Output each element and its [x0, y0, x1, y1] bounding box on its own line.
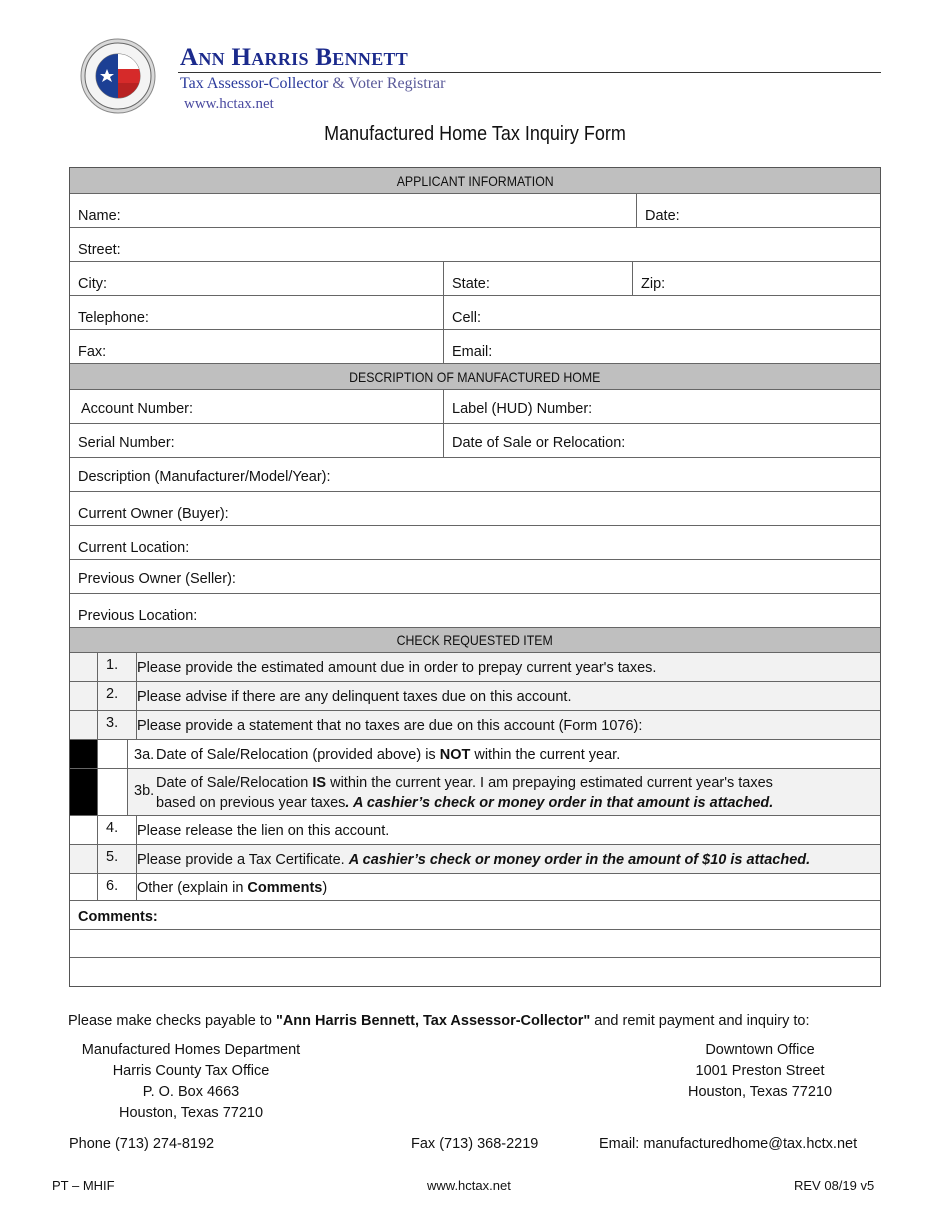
item-text: Please provide the estimated amount due in order to prepay current year's taxes. [137, 660, 657, 676]
item-number: 5. [98, 845, 137, 873]
fax-number: Fax (713) 368-2219 [411, 1136, 539, 1152]
header-rule [178, 72, 881, 73]
form-row-previous-owner [70, 560, 880, 594]
section-header-description: DESCRIPTION OF MANUFACTURED HOME [70, 364, 880, 390]
official-title-main: Tax Assessor-Collector [180, 75, 329, 92]
comments-line-2[interactable] [70, 958, 880, 986]
check-item-6 [70, 874, 880, 901]
email-address-link[interactable]: Email: manufacturedhome@tax.hctx.net [599, 1136, 858, 1152]
zip-field[interactable]: Zip: [641, 276, 666, 292]
section-header-applicant: APPLICANT INFORMATION [70, 168, 880, 194]
item-text: Please provide a statement that no taxes are due on this account (Form 1076): [137, 718, 643, 734]
form-row-previous-location [70, 594, 880, 628]
form-row-current-owner [70, 492, 880, 526]
date-of-sale-field[interactable]: Date of Sale or Relocation: [452, 434, 626, 451]
checkbox-item-6[interactable] [70, 874, 98, 900]
form-row-phone [70, 296, 880, 330]
blocked-cell [70, 769, 98, 815]
street-field[interactable]: Street: [78, 242, 121, 258]
form-row-current-location [70, 526, 880, 560]
phone-number: Phone (713) 274-8192 [69, 1136, 215, 1152]
previous-owner-field[interactable]: Previous Owner (Seller): [78, 570, 236, 587]
form-row-serial-date-of-sale [70, 424, 880, 458]
section-header-check: CHECK REQUESTED ITEM [70, 628, 880, 653]
current-location-field[interactable]: Current Location: [78, 540, 190, 556]
checkbox-item-4[interactable] [70, 816, 98, 844]
revision-label: REV 08/19 v5 [794, 1178, 875, 1193]
mailing-address: Manufactured Homes Department Harris County Tax Office P. O. Box 4663 Houston, Texas 77210 [81, 1042, 301, 1121]
form-row-account-label [70, 390, 880, 424]
office-address: Downtown Office 1001 Preston Street Houston, Texas 77210 [687, 1042, 833, 1100]
official-title [180, 75, 445, 93]
previous-location-field[interactable]: Previous Location: [78, 608, 198, 624]
item-number: 1. [98, 653, 137, 681]
checkbox-item-3a[interactable] [98, 740, 128, 768]
footer-website-link[interactable]: www.hctax.net [427, 1178, 511, 1193]
header-website-link[interactable]: www.hctax.net [184, 96, 274, 112]
checkbox-item-3[interactable] [70, 711, 98, 739]
form-row-description [70, 458, 880, 492]
item-number: 4. [98, 816, 137, 844]
item-text: Please release the lien on this account. [137, 823, 390, 839]
account-number-field[interactable]: Account Number: [70, 390, 444, 423]
form-code: PT – MHIF [52, 1178, 115, 1193]
check-item-5 [70, 845, 880, 874]
comments-label-row [70, 901, 880, 930]
inquiry-form [69, 167, 881, 987]
telephone-field[interactable]: Telephone: [70, 296, 444, 329]
form-row-name-date [70, 194, 880, 228]
checkbox-item-2[interactable] [70, 682, 98, 710]
page-title: Manufactured Home Tax Inquiry Form [324, 123, 626, 145]
check-item-3a [70, 740, 880, 769]
cell-field[interactable]: Cell: [452, 310, 482, 326]
email-field[interactable]: Email: [452, 344, 493, 360]
checkbox-item-5[interactable] [70, 845, 98, 873]
item-text: Date of Sale/Relocation (provided above) is NOT within the current year. [156, 747, 621, 763]
city-field[interactable]: City: [70, 262, 444, 295]
item-text: Please advise if there are any delinquent taxes due on this account. [137, 689, 572, 705]
county-seal-logo [80, 38, 156, 114]
item-number: 2. [98, 682, 137, 710]
date-field[interactable]: Date: [645, 208, 680, 224]
checkbox-item-3b[interactable] [98, 769, 128, 815]
blocked-cell [70, 740, 98, 768]
item-number: 3b. [134, 783, 155, 799]
comments-label: Comments: [78, 909, 158, 925]
label-hud-number-field[interactable]: Label (HUD) Number: [452, 400, 593, 417]
comments-line-1[interactable] [70, 930, 880, 958]
form-row-city-state-zip [70, 262, 880, 296]
official-name: Ann Harris Bennett [180, 44, 409, 71]
check-item-1 [70, 653, 880, 682]
item-number: 3a. [134, 747, 155, 763]
item-text: Please provide a Tax Certificate. A cashier’s check or money order in the amount of $10 is attached. [137, 852, 811, 868]
check-item-4 [70, 816, 880, 845]
current-owner-field[interactable]: Current Owner (Buyer): [78, 506, 229, 522]
checkbox-item-1[interactable] [70, 653, 98, 681]
name-field[interactable]: Name: [70, 194, 637, 227]
check-item-3 [70, 711, 880, 740]
serial-number-field[interactable]: Serial Number: [70, 424, 444, 457]
item-text: Date of Sale/Relocation IS within the current year. I am prepaying estimated current year's taxes based on previous year taxes. A cashier’s check or money order in that amount is attached. [156, 775, 774, 811]
item-number: 3. [98, 711, 137, 739]
fax-field[interactable]: Fax: [70, 330, 444, 363]
check-item-3b [70, 769, 880, 816]
item-number: 6. [98, 874, 137, 900]
item-text: Other (explain in Comments) [137, 880, 328, 896]
payment-instructions: Please make checks payable to "Ann Harris Bennett, Tax Assessor-Collector" and remit payment and inquiry to: [68, 1013, 810, 1029]
check-item-2 [70, 682, 880, 711]
form-row-fax-email [70, 330, 880, 364]
state-field[interactable]: State: [444, 262, 633, 295]
official-title-rest: & Voter Registrar [328, 75, 446, 92]
form-row-street [70, 228, 880, 262]
description-field[interactable]: Description (Manufacturer/Model/Year): [78, 468, 331, 485]
